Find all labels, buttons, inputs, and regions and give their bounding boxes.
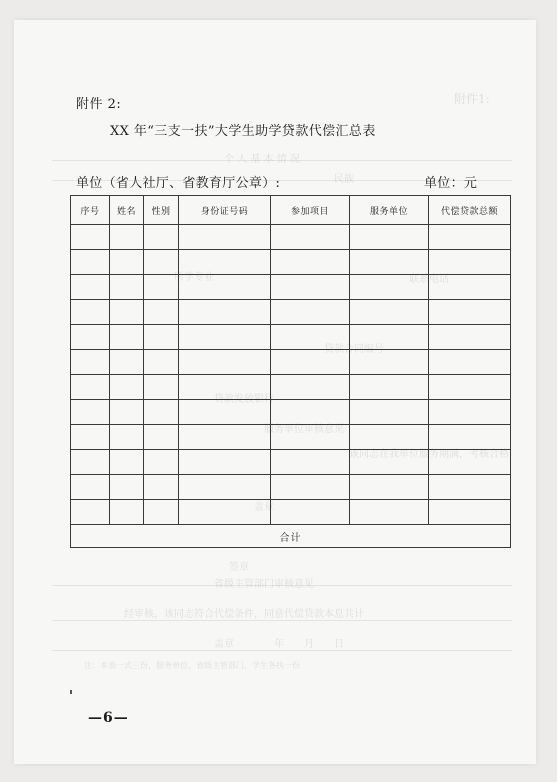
- table-row: [71, 450, 511, 475]
- table-cell: [179, 450, 271, 475]
- table-cell: [179, 225, 271, 250]
- table-row: [71, 325, 511, 350]
- table-cell: [110, 450, 144, 475]
- attachment-label: 附件 2:: [76, 97, 122, 112]
- table-row: [71, 375, 511, 400]
- table-cell: [429, 450, 511, 475]
- table-cell: [110, 425, 144, 450]
- table-cell: [110, 300, 144, 325]
- table-row: [71, 300, 511, 325]
- table-cell: [144, 375, 179, 400]
- table-cell: [179, 400, 271, 425]
- table-cell: [144, 225, 179, 250]
- table-row: [71, 225, 511, 250]
- table-cell: [179, 300, 271, 325]
- total-label: 合计: [71, 525, 511, 548]
- table-cell: [110, 275, 144, 300]
- table-cell: [71, 500, 110, 525]
- column-header-service-unit: 服务单位: [350, 196, 429, 225]
- table-cell: [350, 400, 429, 425]
- table-cell: [110, 500, 144, 525]
- table-cell: [350, 225, 429, 250]
- table-cell: [271, 225, 350, 250]
- bleed-through-text: 签章: [229, 562, 249, 573]
- table-cell: [71, 375, 110, 400]
- table-cell: [144, 450, 179, 475]
- bleed-through-text: 附件1:: [454, 92, 490, 106]
- table-cell: [110, 375, 144, 400]
- table-cell: [350, 375, 429, 400]
- table-cell: [429, 375, 511, 400]
- table-row: [71, 350, 511, 375]
- bleed-through-text: 所学专业: [174, 272, 214, 283]
- table-cell: [71, 275, 110, 300]
- table-cell: [271, 450, 350, 475]
- page-number: —6—: [88, 710, 129, 726]
- table-cell: [71, 350, 110, 375]
- table-cell: [110, 325, 144, 350]
- table-total-row: [71, 525, 511, 548]
- table-cell: [271, 475, 350, 500]
- bleed-through-text: 该同志在我单位服务期满，考核合格: [349, 449, 509, 460]
- table-cell: [179, 500, 271, 525]
- table-header-row: [71, 196, 511, 225]
- table-cell: [429, 350, 511, 375]
- table-cell: [271, 350, 350, 375]
- table-cell: [271, 275, 350, 300]
- table-row: [71, 475, 511, 500]
- table-cell: [71, 475, 110, 500]
- table-cell: [429, 425, 511, 450]
- table-cell: [110, 475, 144, 500]
- bleed-through-text: 联系电话: [409, 274, 449, 285]
- table-row: [71, 275, 511, 300]
- table-cell: [350, 350, 429, 375]
- table-cell: [429, 275, 511, 300]
- bleed-through-text: 服务单位审核意见: [264, 424, 344, 435]
- table-cell: [179, 375, 271, 400]
- bleed-through-text: 个 人 基 本 情 况: [224, 154, 300, 165]
- document-title: XX 年“三支一扶”大学生助学贷款代偿汇总表: [110, 124, 376, 139]
- table-cell: [179, 325, 271, 350]
- table-cell: [144, 475, 179, 500]
- repayment-summary-table: [70, 195, 511, 548]
- table-row: [71, 250, 511, 275]
- table-cell: [71, 325, 110, 350]
- column-header-gender: 性别: [144, 196, 179, 225]
- table-cell: [110, 350, 144, 375]
- table-cell: [144, 400, 179, 425]
- bleed-through-text: 省级主管部门审核意见: [214, 579, 314, 590]
- table-cell: [179, 475, 271, 500]
- table-cell: [144, 500, 179, 525]
- bleed-through-text: 贷款发放银行: [214, 394, 274, 405]
- table-cell: [110, 250, 144, 275]
- table-cell: [71, 450, 110, 475]
- table-cell: [429, 500, 511, 525]
- table-cell: [271, 425, 350, 450]
- scan-mark: [70, 690, 72, 694]
- table-cell: [179, 425, 271, 450]
- table-cell: [71, 425, 110, 450]
- table-cell: [271, 325, 350, 350]
- table-cell: [350, 425, 429, 450]
- table-cell: [179, 250, 271, 275]
- table-cell: [350, 500, 429, 525]
- table-cell: [144, 300, 179, 325]
- column-header-id-number: 身份证号码: [179, 196, 271, 225]
- table-body: [71, 225, 511, 548]
- table-cell: [429, 225, 511, 250]
- table-cell: [271, 400, 350, 425]
- table-cell: [144, 425, 179, 450]
- table-cell: [429, 250, 511, 275]
- table-cell: [271, 300, 350, 325]
- table-row: [71, 425, 511, 450]
- table-cell: [179, 275, 271, 300]
- bleed-through-text: 盖章: [254, 502, 274, 513]
- table-cell: [350, 300, 429, 325]
- table-cell: [429, 325, 511, 350]
- currency-unit-label: 单位：元: [424, 176, 478, 191]
- bleed-through-text: 注：本表一式三份，服务单位、省级主管部门、学生各执一份: [84, 661, 300, 670]
- column-header-name: 姓名: [110, 196, 144, 225]
- bleed-through-text: 贷款合同编号: [324, 344, 384, 355]
- table-cell: [110, 225, 144, 250]
- bleed-through-text: 盖章 年 月 日: [214, 639, 344, 650]
- table-cell: [144, 275, 179, 300]
- table-cell: [350, 275, 429, 300]
- table-row: [71, 500, 511, 525]
- table-cell: [350, 250, 429, 275]
- table-row: [71, 400, 511, 425]
- table-cell: [271, 375, 350, 400]
- table-cell: [350, 325, 429, 350]
- unit-stamp-label: 单位（省人社厅、省教育厅公章）:: [76, 176, 281, 191]
- table-cell: [271, 500, 350, 525]
- table-cell: [110, 400, 144, 425]
- table-cell: [71, 300, 110, 325]
- bleed-through-text: 民族: [334, 174, 354, 185]
- table-cell: [71, 250, 110, 275]
- table-cell: [144, 325, 179, 350]
- table-cell: [179, 350, 271, 375]
- table-cell: [71, 225, 110, 250]
- table-cell: [429, 400, 511, 425]
- column-header-repayment-total: 代偿贷款总额: [429, 196, 511, 225]
- bleed-through-text: 经审核，该同志符合代偿条件，同意代偿贷款本息共计: [124, 609, 364, 620]
- table-cell: [144, 250, 179, 275]
- table-cell: [429, 475, 511, 500]
- table-cell: [350, 475, 429, 500]
- table-cell: [144, 350, 179, 375]
- table-cell: [350, 450, 429, 475]
- table-cell: [429, 300, 511, 325]
- table-cell: [271, 250, 350, 275]
- table-cell: [71, 400, 110, 425]
- column-header-project: 参加项目: [271, 196, 350, 225]
- column-header-index: 序号: [71, 196, 110, 225]
